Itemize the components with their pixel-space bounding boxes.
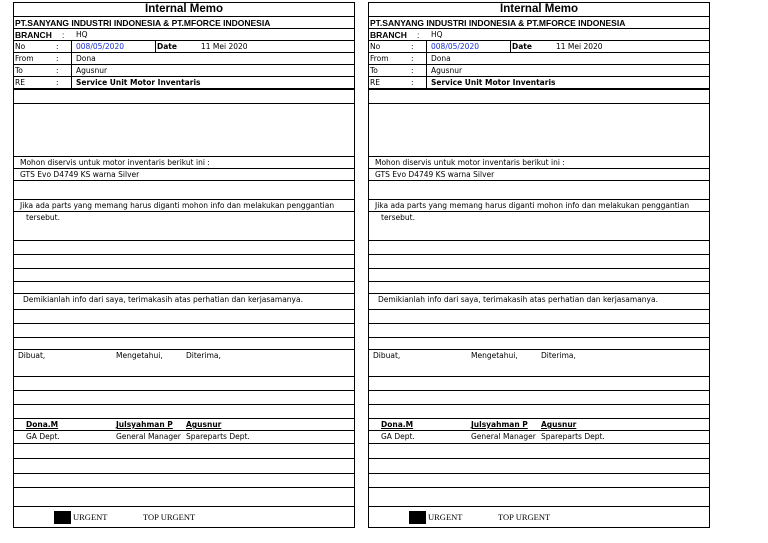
company-row bbox=[14, 16, 354, 28]
blank-row bbox=[14, 473, 354, 485]
blank-row bbox=[369, 443, 709, 455]
no-row bbox=[14, 40, 354, 52]
re-label: RE bbox=[370, 78, 380, 87]
blank-row bbox=[14, 88, 354, 100]
signature-dept-row bbox=[369, 430, 709, 442]
date-value: 11 Mei 2020 bbox=[556, 42, 603, 51]
body-row bbox=[14, 293, 354, 305]
body-row bbox=[14, 156, 354, 168]
divider bbox=[71, 65, 72, 76]
blank-row bbox=[14, 443, 354, 455]
top-urgent-checkbox[interactable] bbox=[484, 511, 497, 524]
company-row bbox=[369, 16, 709, 28]
name-2: Julsyahman P bbox=[116, 420, 173, 429]
branch-colon: : bbox=[62, 30, 65, 40]
blank-row bbox=[14, 268, 354, 280]
body-text: GTS Evo D4749 KS warna Silver bbox=[375, 170, 495, 179]
divider bbox=[71, 41, 72, 52]
memo-right bbox=[368, 2, 710, 528]
urgency-footer bbox=[369, 506, 709, 527]
body-text: GTS Evo D4749 KS warna Silver bbox=[20, 170, 140, 179]
blank-row bbox=[14, 323, 354, 335]
memo-title: Internal Memo bbox=[500, 3, 578, 15]
no-label: No bbox=[15, 42, 26, 51]
colon: : bbox=[411, 42, 414, 51]
blank-row bbox=[14, 103, 354, 115]
blank-row bbox=[369, 268, 709, 280]
blank-row bbox=[14, 240, 354, 252]
branch-row bbox=[14, 28, 354, 40]
divider bbox=[426, 41, 427, 52]
no-label: No bbox=[370, 42, 381, 51]
divider bbox=[426, 77, 427, 88]
colon: : bbox=[56, 78, 59, 87]
date-label: Date bbox=[512, 42, 532, 51]
body-row bbox=[369, 156, 709, 168]
from-label: From bbox=[370, 54, 389, 63]
re-row bbox=[14, 76, 354, 88]
dept-3: Spareparts Dept. bbox=[541, 432, 605, 441]
branch-label: BRANCH bbox=[15, 30, 52, 40]
top-urgent-label: TOP URGENT bbox=[143, 512, 196, 522]
divider bbox=[426, 53, 427, 64]
name-1: Dona.M bbox=[381, 420, 414, 429]
signature-names-row bbox=[369, 418, 709, 430]
divider bbox=[426, 65, 427, 76]
dept-2: General Manager bbox=[471, 432, 536, 441]
to-value: Agusnur bbox=[76, 66, 108, 75]
blank-row bbox=[14, 404, 354, 416]
blank-row bbox=[14, 281, 354, 293]
body-text: Demikianlah info dari saya, terimakasih atas perhatian dan kerjasamanya. bbox=[23, 295, 303, 304]
body-row bbox=[369, 199, 709, 211]
memo-title: Internal Memo bbox=[145, 3, 223, 15]
blank-row bbox=[369, 323, 709, 335]
dept-1: GA Dept. bbox=[26, 432, 60, 441]
body-text: tersebut. bbox=[26, 213, 60, 222]
sign-made: Dibuat, bbox=[373, 351, 401, 360]
sign-known: Mengetahui, bbox=[116, 351, 163, 360]
blank-row bbox=[14, 487, 354, 499]
sign-received: Diterima, bbox=[541, 351, 576, 360]
colon: : bbox=[411, 78, 414, 87]
blank-row bbox=[14, 390, 354, 402]
from-value: Dona bbox=[431, 54, 451, 63]
to-value: Agusnur bbox=[431, 66, 463, 75]
blank-row bbox=[369, 376, 709, 388]
to-label: To bbox=[370, 66, 378, 75]
blank-row bbox=[369, 103, 709, 115]
from-label: From bbox=[15, 54, 34, 63]
name-1: Dona.M bbox=[26, 420, 59, 429]
blank-row bbox=[369, 254, 709, 266]
body-text: Mohon diservis untuk motor inventaris berikut ini : bbox=[375, 158, 565, 167]
blank-row bbox=[14, 376, 354, 388]
to-label: To bbox=[15, 66, 23, 75]
blank-row bbox=[369, 458, 709, 470]
blank-row bbox=[369, 180, 709, 192]
re-value: Service Unit Motor Inventaris bbox=[76, 78, 201, 87]
re-label: RE bbox=[15, 78, 25, 87]
colon: : bbox=[411, 66, 414, 75]
signature-heading-row bbox=[14, 349, 354, 361]
urgency-footer bbox=[14, 506, 354, 527]
from-value: Dona bbox=[76, 54, 96, 63]
no-value: 008/05/2020 bbox=[76, 42, 124, 51]
to-row bbox=[369, 64, 709, 76]
dept-3: Spareparts Dept. bbox=[186, 432, 250, 441]
blank-row bbox=[369, 281, 709, 293]
body-text: Demikianlah info dari saya, terimakasih atas perhatian dan kerjasamanya. bbox=[378, 295, 658, 304]
blank-row bbox=[14, 254, 354, 266]
body-row bbox=[369, 293, 709, 305]
blank-row bbox=[369, 309, 709, 321]
blank-row bbox=[369, 404, 709, 416]
body-row bbox=[369, 168, 709, 180]
branch-row bbox=[369, 28, 709, 40]
sign-known: Mengetahui, bbox=[471, 351, 518, 360]
body-row bbox=[14, 199, 354, 211]
company-name: PT.SANYANG INDUSTRI INDONESIA & PT.MFORCE INDONESIA bbox=[370, 18, 626, 28]
body-text: Jika ada parts yang memang harus diganti mohon info dan melakukan penggantian bbox=[20, 201, 335, 210]
colon: : bbox=[411, 54, 414, 63]
divider bbox=[71, 53, 72, 64]
branch-colon: : bbox=[417, 30, 420, 40]
signature-names-row bbox=[14, 418, 354, 430]
dept-2: General Manager bbox=[116, 432, 181, 441]
sign-received: Diterima, bbox=[186, 351, 221, 360]
branch-value: HQ bbox=[76, 30, 88, 39]
branch-label: BRANCH bbox=[370, 30, 407, 40]
body-row bbox=[14, 168, 354, 180]
urgent-checkbox[interactable] bbox=[409, 511, 426, 524]
name-3: Agusnur bbox=[186, 420, 222, 429]
colon: : bbox=[56, 66, 59, 75]
urgent-label: URGENT bbox=[73, 512, 108, 522]
no-value: 008/05/2020 bbox=[431, 42, 479, 51]
dept-1: GA Dept. bbox=[381, 432, 415, 441]
blank-row bbox=[369, 473, 709, 485]
no-row bbox=[369, 40, 709, 52]
urgent-label: URGENT bbox=[428, 512, 463, 522]
blank-row bbox=[14, 458, 354, 470]
date-value: 11 Mei 2020 bbox=[201, 42, 248, 51]
name-3: Agusnur bbox=[541, 420, 577, 429]
date-label: Date bbox=[157, 42, 177, 51]
body-text: Mohon diservis untuk motor inventaris berikut ini : bbox=[20, 158, 210, 167]
divider bbox=[71, 77, 72, 88]
top-urgent-label: TOP URGENT bbox=[498, 512, 551, 522]
sign-made: Dibuat, bbox=[18, 351, 46, 360]
re-row bbox=[369, 76, 709, 88]
top-urgent-checkbox[interactable] bbox=[129, 511, 142, 524]
branch-value: HQ bbox=[431, 30, 443, 39]
blank-row bbox=[369, 337, 709, 349]
colon: : bbox=[56, 42, 59, 51]
blank-row bbox=[369, 88, 709, 100]
signature-dept-row bbox=[14, 430, 354, 442]
to-row bbox=[14, 64, 354, 76]
re-value: Service Unit Motor Inventaris bbox=[431, 78, 556, 87]
name-2: Julsyahman P bbox=[471, 420, 528, 429]
body-text: Jika ada parts yang memang harus diganti mohon info dan melakukan penggantian bbox=[375, 201, 690, 210]
blank-row bbox=[369, 390, 709, 402]
blank-row bbox=[14, 337, 354, 349]
blank-row bbox=[369, 487, 709, 499]
signature-heading-row bbox=[369, 349, 709, 361]
divider bbox=[510, 41, 511, 52]
memo-left bbox=[13, 2, 355, 528]
divider bbox=[155, 41, 156, 52]
from-row bbox=[369, 52, 709, 64]
blank-row bbox=[369, 240, 709, 252]
body-row bbox=[14, 211, 354, 223]
body-row bbox=[369, 211, 709, 223]
body-text: tersebut. bbox=[381, 213, 415, 222]
urgent-checkbox[interactable] bbox=[54, 511, 71, 524]
blank-row bbox=[14, 180, 354, 192]
company-name: PT.SANYANG INDUSTRI INDONESIA & PT.MFORCE INDONESIA bbox=[15, 18, 271, 28]
blank-row bbox=[14, 309, 354, 321]
from-row bbox=[14, 52, 354, 64]
colon: : bbox=[56, 54, 59, 63]
